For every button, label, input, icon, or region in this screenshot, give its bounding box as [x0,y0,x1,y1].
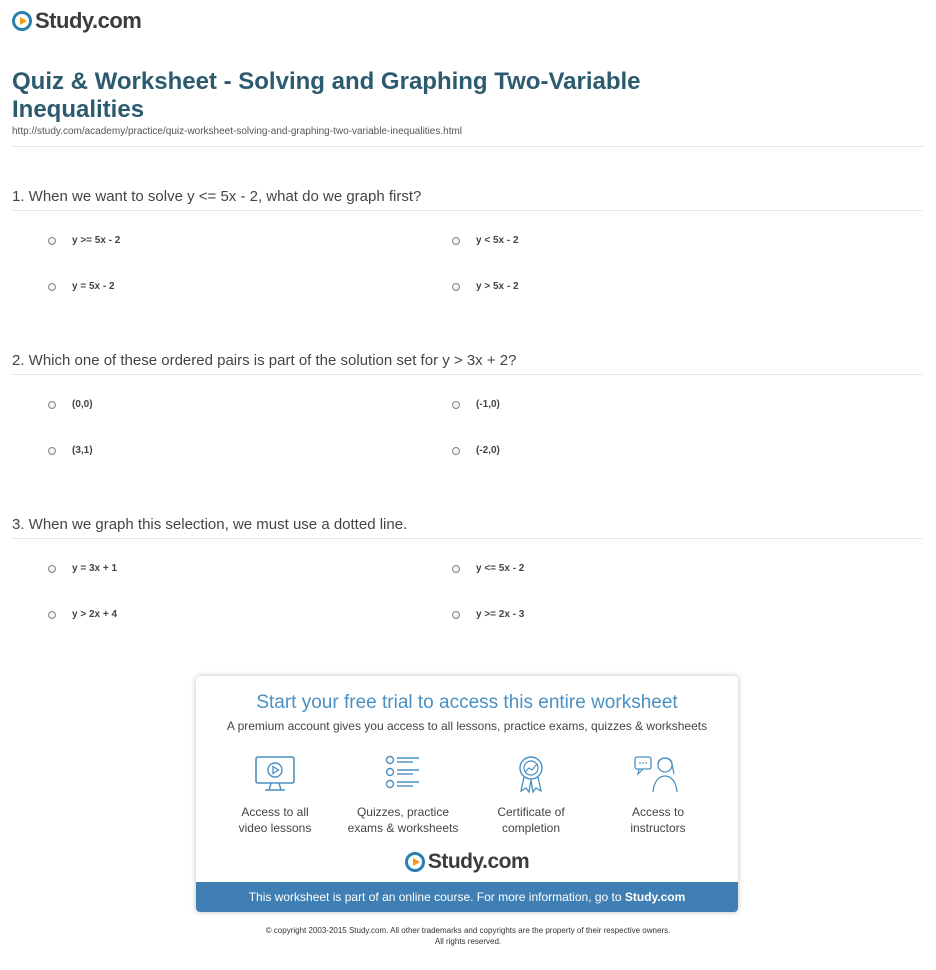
question-3 [12,514,922,539]
option-label: (-2,0) [476,445,500,456]
feature-line-1: Quizzes, practice [356,805,450,819]
radio-button[interactable] [48,401,56,409]
option-2c[interactable] [48,445,93,456]
question-text: 2. Which one of these ordered pairs is part of the solution set for y > 3x + 2? [12,352,517,369]
option-1d[interactable] [452,281,519,292]
option-label: y < 5x - 2 [476,235,519,246]
copyright-line: © copyright 2003-2015 Study.com. All other trademarks and copyrights are the property of their respective owners. [265,926,671,935]
option-3b[interactable] [452,563,524,574]
feature-quizzes [343,754,463,836]
feature-line-2: video lessons [238,821,312,835]
promo-bar-link[interactable]: Study.com [624,890,686,904]
question-divider [12,374,922,375]
feature-line-1: Access to all [241,805,309,819]
feature-label [215,804,335,836]
radio-button[interactable] [452,611,460,619]
option-2d[interactable] [452,445,500,456]
header-divider [12,146,924,147]
option-label: y = 5x - 2 [72,281,115,292]
radio-button[interactable] [452,283,460,291]
radio-button[interactable] [452,237,460,245]
radio-button[interactable] [48,565,56,573]
feature-video-lessons [215,754,335,836]
option-2a[interactable] [48,399,93,410]
page-url[interactable]: http://study.com/academy/practice/quiz-worksheet-solving-and-graphing-two-variable-inequalities.html [12,126,463,137]
option-3d[interactable] [452,609,524,620]
option-3c[interactable] [48,609,117,620]
feature-line-1: Access to [631,805,685,819]
radio-button[interactable] [48,447,56,455]
radio-button[interactable] [48,237,56,245]
promo-study-logo[interactable] [196,850,738,874]
logo-text: Study.com [35,8,142,33]
option-1c[interactable] [48,281,115,292]
option-1b[interactable] [452,235,519,246]
promo-bar-text: This worksheet is part of an online course. For more information, go to [248,890,625,904]
study-logo[interactable] [12,8,141,34]
play-logo-icon [405,852,425,872]
question-text: 1. When we want to solve y <= 5x - 2, what do we graph first? [12,188,422,205]
option-label: y > 5x - 2 [476,281,519,292]
radio-button[interactable] [48,283,56,291]
promo-info-bar [196,882,738,912]
radio-button[interactable] [452,401,460,409]
play-logo-icon [12,11,32,31]
option-3a[interactable] [48,563,117,574]
rights-line: All rights reserved. [434,937,502,946]
radio-button[interactable] [452,447,460,455]
question-2 [12,350,922,375]
question-text: 3. When we graph this selection, we must use a dotted line. [12,516,408,533]
question-1 [12,186,922,211]
option-label: y > 2x + 4 [72,609,118,620]
certificate-icon [509,754,553,794]
option-label: (3,1) [72,445,93,456]
feature-label [343,804,463,836]
option-2b[interactable] [452,399,500,410]
feature-certificate [471,754,591,836]
free-trial-promo [196,676,738,912]
copyright-footer [0,925,936,947]
promo-subtitle: A premium account gives you access to all lessons, practice exams, quizzes & worksheets [226,719,708,733]
video-lesson-icon [253,754,297,794]
feature-line-2: exams & worksheets [347,821,459,835]
option-label: (0,0) [72,399,93,410]
radio-button[interactable] [452,565,460,573]
feature-label [598,804,718,836]
instructor-icon [633,754,683,794]
feature-label [471,804,591,836]
option-1a[interactable] [48,235,120,246]
option-label: y <= 5x - 2 [476,563,525,574]
page-title: Quiz & Worksheet - Solving and Graphing Two-Variable Inequalities [12,68,641,123]
option-label: y >= 5x - 2 [72,235,121,246]
logo-text: Study.com [427,850,530,873]
feature-line-2: completion [501,821,561,835]
checklist-icon [381,754,425,794]
option-label: (-1,0) [476,399,500,410]
promo-title[interactable]: Start your free trial to access this entire worksheet [256,692,678,713]
feature-instructors [598,754,718,836]
feature-line-1: Certificate of [497,805,565,819]
question-divider [12,210,922,211]
option-label: y >= 2x - 3 [476,609,525,620]
question-divider [12,538,922,539]
radio-button[interactable] [48,611,56,619]
feature-line-2: instructors [630,821,686,835]
option-label: y = 3x + 1 [72,563,118,574]
